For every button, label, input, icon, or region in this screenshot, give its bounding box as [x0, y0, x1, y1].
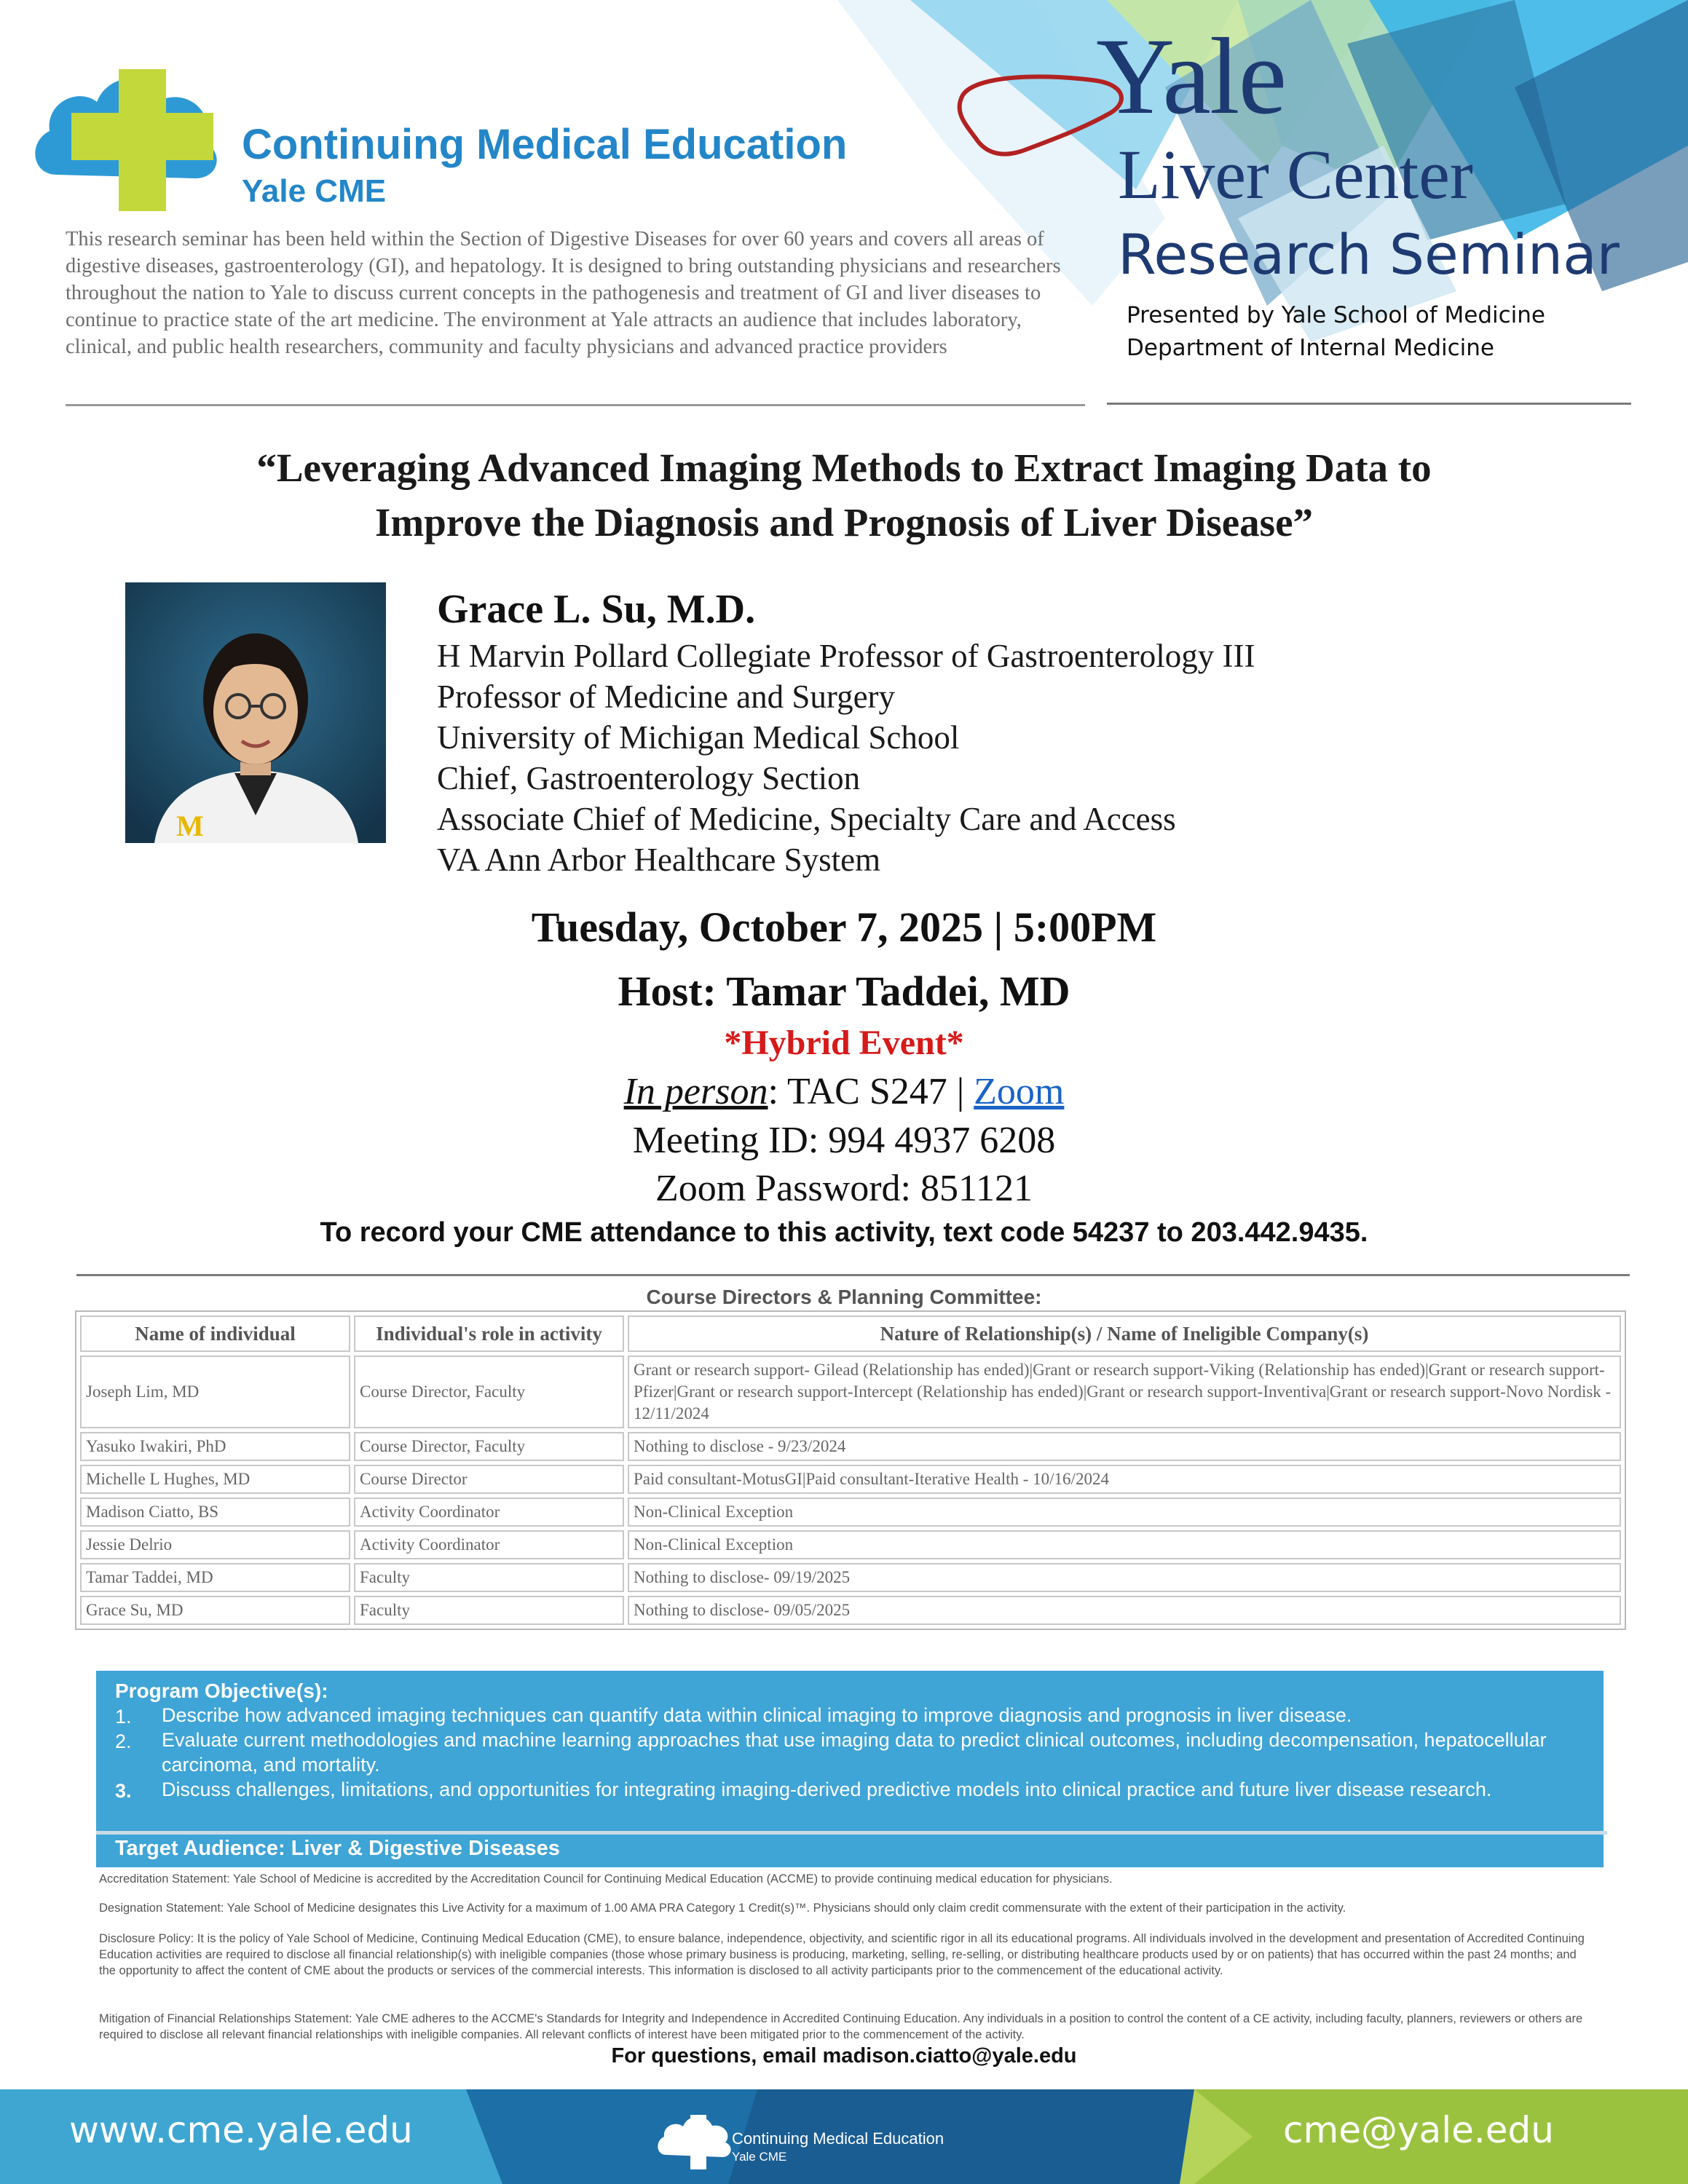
speaker-title-line: Associate Chief of Medicine, Specialty Care and Access	[437, 801, 1176, 837]
zoom-link[interactable]: Zoom	[974, 1071, 1065, 1112]
cell-role: Course Director, Faculty	[354, 1432, 624, 1461]
speaker-name: Grace L. Su, M.D.	[437, 587, 756, 632]
objective-text: Describe how advanced imaging techniques can quantify data within clinical imaging to improve diagnosis and prognosis in liver disease.	[162, 1704, 1352, 1726]
cme-logo-title: Continuing Medical Education	[242, 121, 848, 168]
objective-number: 2.	[115, 1730, 132, 1752]
cell-role: Course Director, Faculty	[354, 1356, 624, 1428]
designation-statement: Designation Statement: Yale School of Medicine designates this Live Activity for a maximum of 1.00 AMA PRA Category 1 Credit(s)™. Physicians should only claim credit commensurate with the extent of their participation in the activity.	[99, 1902, 1346, 1915]
presenter-line: Presented by Yale School of Medicine	[1127, 302, 1545, 328]
table-row	[80, 1563, 1621, 1592]
liver-center-title: Liver Center	[1118, 135, 1473, 213]
hybrid-event-label: *Hybrid Event*	[724, 1024, 964, 1062]
target-audience: Target Audience: Liver & Digestive Diseases	[115, 1837, 560, 1860]
cell-role: Faculty	[354, 1596, 624, 1625]
table-row	[80, 1497, 1621, 1527]
in-person-location: : TAC S247 |	[768, 1071, 974, 1112]
divider	[66, 404, 1085, 406]
cell-relationship: Nothing to disclose- 09/19/2025	[628, 1563, 1621, 1592]
table-row	[80, 1596, 1621, 1625]
cell-relationship: Nothing to disclose- 09/05/2025	[628, 1596, 1621, 1625]
meeting-id: Meeting ID: 994 4937 6208	[632, 1120, 1056, 1161]
cell-relationship: Non-Clinical Exception	[628, 1497, 1621, 1527]
footer-logo-subtitle: Yale CME	[732, 2150, 787, 2164]
table-row	[80, 1530, 1621, 1559]
table-row	[80, 1356, 1621, 1428]
presenter-department: Department of Internal Medicine	[1127, 335, 1494, 361]
objectives-title: Program Objective(s):	[115, 1679, 328, 1702]
cell-relationship: Paid consultant-MotusGI|Paid consultant-Iterative Health - 10/16/2024	[628, 1465, 1621, 1494]
speaker-photo	[125, 582, 386, 843]
footer-website-link[interactable]: www.cme.yale.edu	[69, 2109, 413, 2151]
talk-title-line: Improve the Diagnosis and Prognosis of Liver Disease”	[375, 500, 1313, 545]
mitigation-statement: Mitigation of Financial Relationships Statement: Yale CME adheres to the ACCME's Standards for Integrity and Independence in Accredited Continuing Education. Any individuals in a position to control the content of a CE activity, including faculty, planners, reviewers or others are required to disclose all relevant financial relationships with ineligible companies. All relevant conflicts of interest have been mitigated prior to the commencement of the activity.	[99, 2012, 1583, 2041]
cell-role: Faculty	[354, 1563, 624, 1592]
divider	[1107, 403, 1631, 405]
table-header-row	[80, 1315, 1621, 1352]
committee-title: Course Directors & Planning Committee:	[646, 1286, 1042, 1308]
footer-logo-title: Continuing Medical Education	[732, 2129, 944, 2148]
cme-cloud-cross-logo	[28, 40, 246, 215]
accreditation-statement: Accreditation Statement: Yale School of Medicine is accredited by the Accreditation Council for Continuing Medical Education (ACCME) to provide continuing medical education for physicians.	[99, 1872, 1113, 1886]
cell-name: Tamar Taddei, MD	[80, 1563, 350, 1592]
cell-name: Grace Su, MD	[80, 1596, 350, 1625]
objective-number: 1.	[115, 1706, 132, 1728]
speaker-title-line: VA Ann Arbor Healthcare System	[437, 842, 881, 878]
disclosure-policy: Disclosure Policy: It is the policy of Yale School of Medicine, Continuing Medical Education (CME), to ensure balance, independence, objectivity, and scientific rigor in all its educational programs. All individuals involved in the development and presentation of Accredited Continuing Education activities are required to disclose all financial relationship(s) with ineligible companies (those whose primary business is producing, marketing, selling, re-selling, or distributing healthcare products used by or on patients) that has occurred within the past 24 months; and the opportunity to affect the content of CME about the products or services of the commercial interests. This information is disclosed to all activity participants prior to the commencement of the educational activity.	[99, 1932, 1585, 1977]
cell-role: Activity Coordinator	[354, 1497, 624, 1527]
speaker-title-line: Chief, Gastroenterology Section	[437, 760, 861, 796]
cme-attendance-instructions: To record your CME attendance to this activity, text code 54237 to 203.442.9435.	[320, 1217, 1368, 1248]
cell-role: Activity Coordinator	[354, 1530, 624, 1559]
table-row	[80, 1465, 1621, 1494]
talk-title-line: “Leveraging Advanced Imaging Methods to Extract Imaging Data to	[256, 446, 1432, 490]
footer-email-link[interactable]: cme@yale.edu	[1283, 2109, 1554, 2151]
cell-name: Joseph Lim, MD	[80, 1356, 350, 1428]
seminar-intro-text: This research seminar has been held within the Section of Digestive Diseases for over 60 years and covers all areas of digestive diseases, gastroenterology (GI), and hepatology. It is designed to bring outstanding physicians and researchers throughout the nation to Yale to discuss current concepts in the pathogenesis and treatment of GI and liver diseases to continue to practice state of the art medicine. The environment at Yale attracts an audience that includes laboratory, clinical, and public health researchers, community and faculty physicians and advanced practice providers	[66, 228, 1061, 358]
questions-contact: For questions, email madison.ciatto@yale.edu	[611, 2044, 1077, 2068]
objective-text: Evaluate current methodologies and machine learning approaches that use imaging data to predict clinical outcomes, including decompensation, hepatocellular carcinoma, and mortality.	[162, 1729, 1547, 1776]
table-row	[80, 1432, 1621, 1461]
column-header: Individual's role in activity	[354, 1315, 624, 1352]
disclosure-table	[75, 1310, 1626, 1630]
location-row	[0, 1070, 1688, 1113]
speaker-title-line: H Marvin Pollard Collegiate Professor of Gastroenterology III	[437, 638, 1255, 674]
yale-wordmark: Yale	[1096, 16, 1286, 137]
column-header: Name of individual	[80, 1315, 350, 1352]
cell-relationship: Non-Clinical Exception	[628, 1530, 1621, 1559]
objective-text: Discuss challenges, limitations, and opportunities for integrating imaging-derived predictive models into clinical practice and future liver disease research.	[162, 1779, 1492, 1800]
divider	[96, 1831, 1607, 1835]
cell-role: Course Director	[354, 1465, 624, 1494]
cme-cloud-cross-icon	[655, 2100, 735, 2173]
cell-name: Jessie Delrio	[80, 1530, 350, 1559]
research-seminar-title: Research Seminar	[1118, 222, 1620, 287]
event-host: Host: Tamar Taddei, MD	[618, 968, 1070, 1015]
objective-number: 3.	[115, 1780, 132, 1802]
divider	[76, 1274, 1630, 1276]
cme-logo-subtitle: Yale CME	[242, 173, 387, 209]
column-header: Nature of Relationship(s) / Name of Ineligible Company(s)	[628, 1315, 1621, 1352]
speaker-title-line: University of Michigan Medical School	[437, 719, 960, 756]
cell-name: Michelle L Hughes, MD	[80, 1465, 350, 1494]
event-date-time: Tuesday, October 7, 2025 | 5:00PM	[531, 903, 1157, 951]
speaker-title-line: Professor of Medicine and Surgery	[437, 678, 896, 715]
cell-name: Yasuko Iwakiri, PhD	[80, 1432, 350, 1461]
cell-name: Madison Ciatto, BS	[80, 1497, 350, 1527]
cell-relationship: Nothing to disclose - 9/23/2024	[628, 1432, 1621, 1461]
cell-relationship: Grant or research support- Gilead (Relationship has ended)|Grant or research support-Viking (Relationship has ended)|Grant or research support-Pfizer|Grant or research support-Intercept (Relationship has ended)|Grant or research support-Inventiva|Grant or research support-Novo Nordisk - 12/11/2024	[628, 1356, 1621, 1428]
svg-text:M: M	[176, 810, 204, 842]
talk-title	[109, 440, 1579, 550]
in-person-label: In person	[623, 1071, 768, 1112]
zoom-password: Zoom Password: 851121	[655, 1168, 1033, 1209]
